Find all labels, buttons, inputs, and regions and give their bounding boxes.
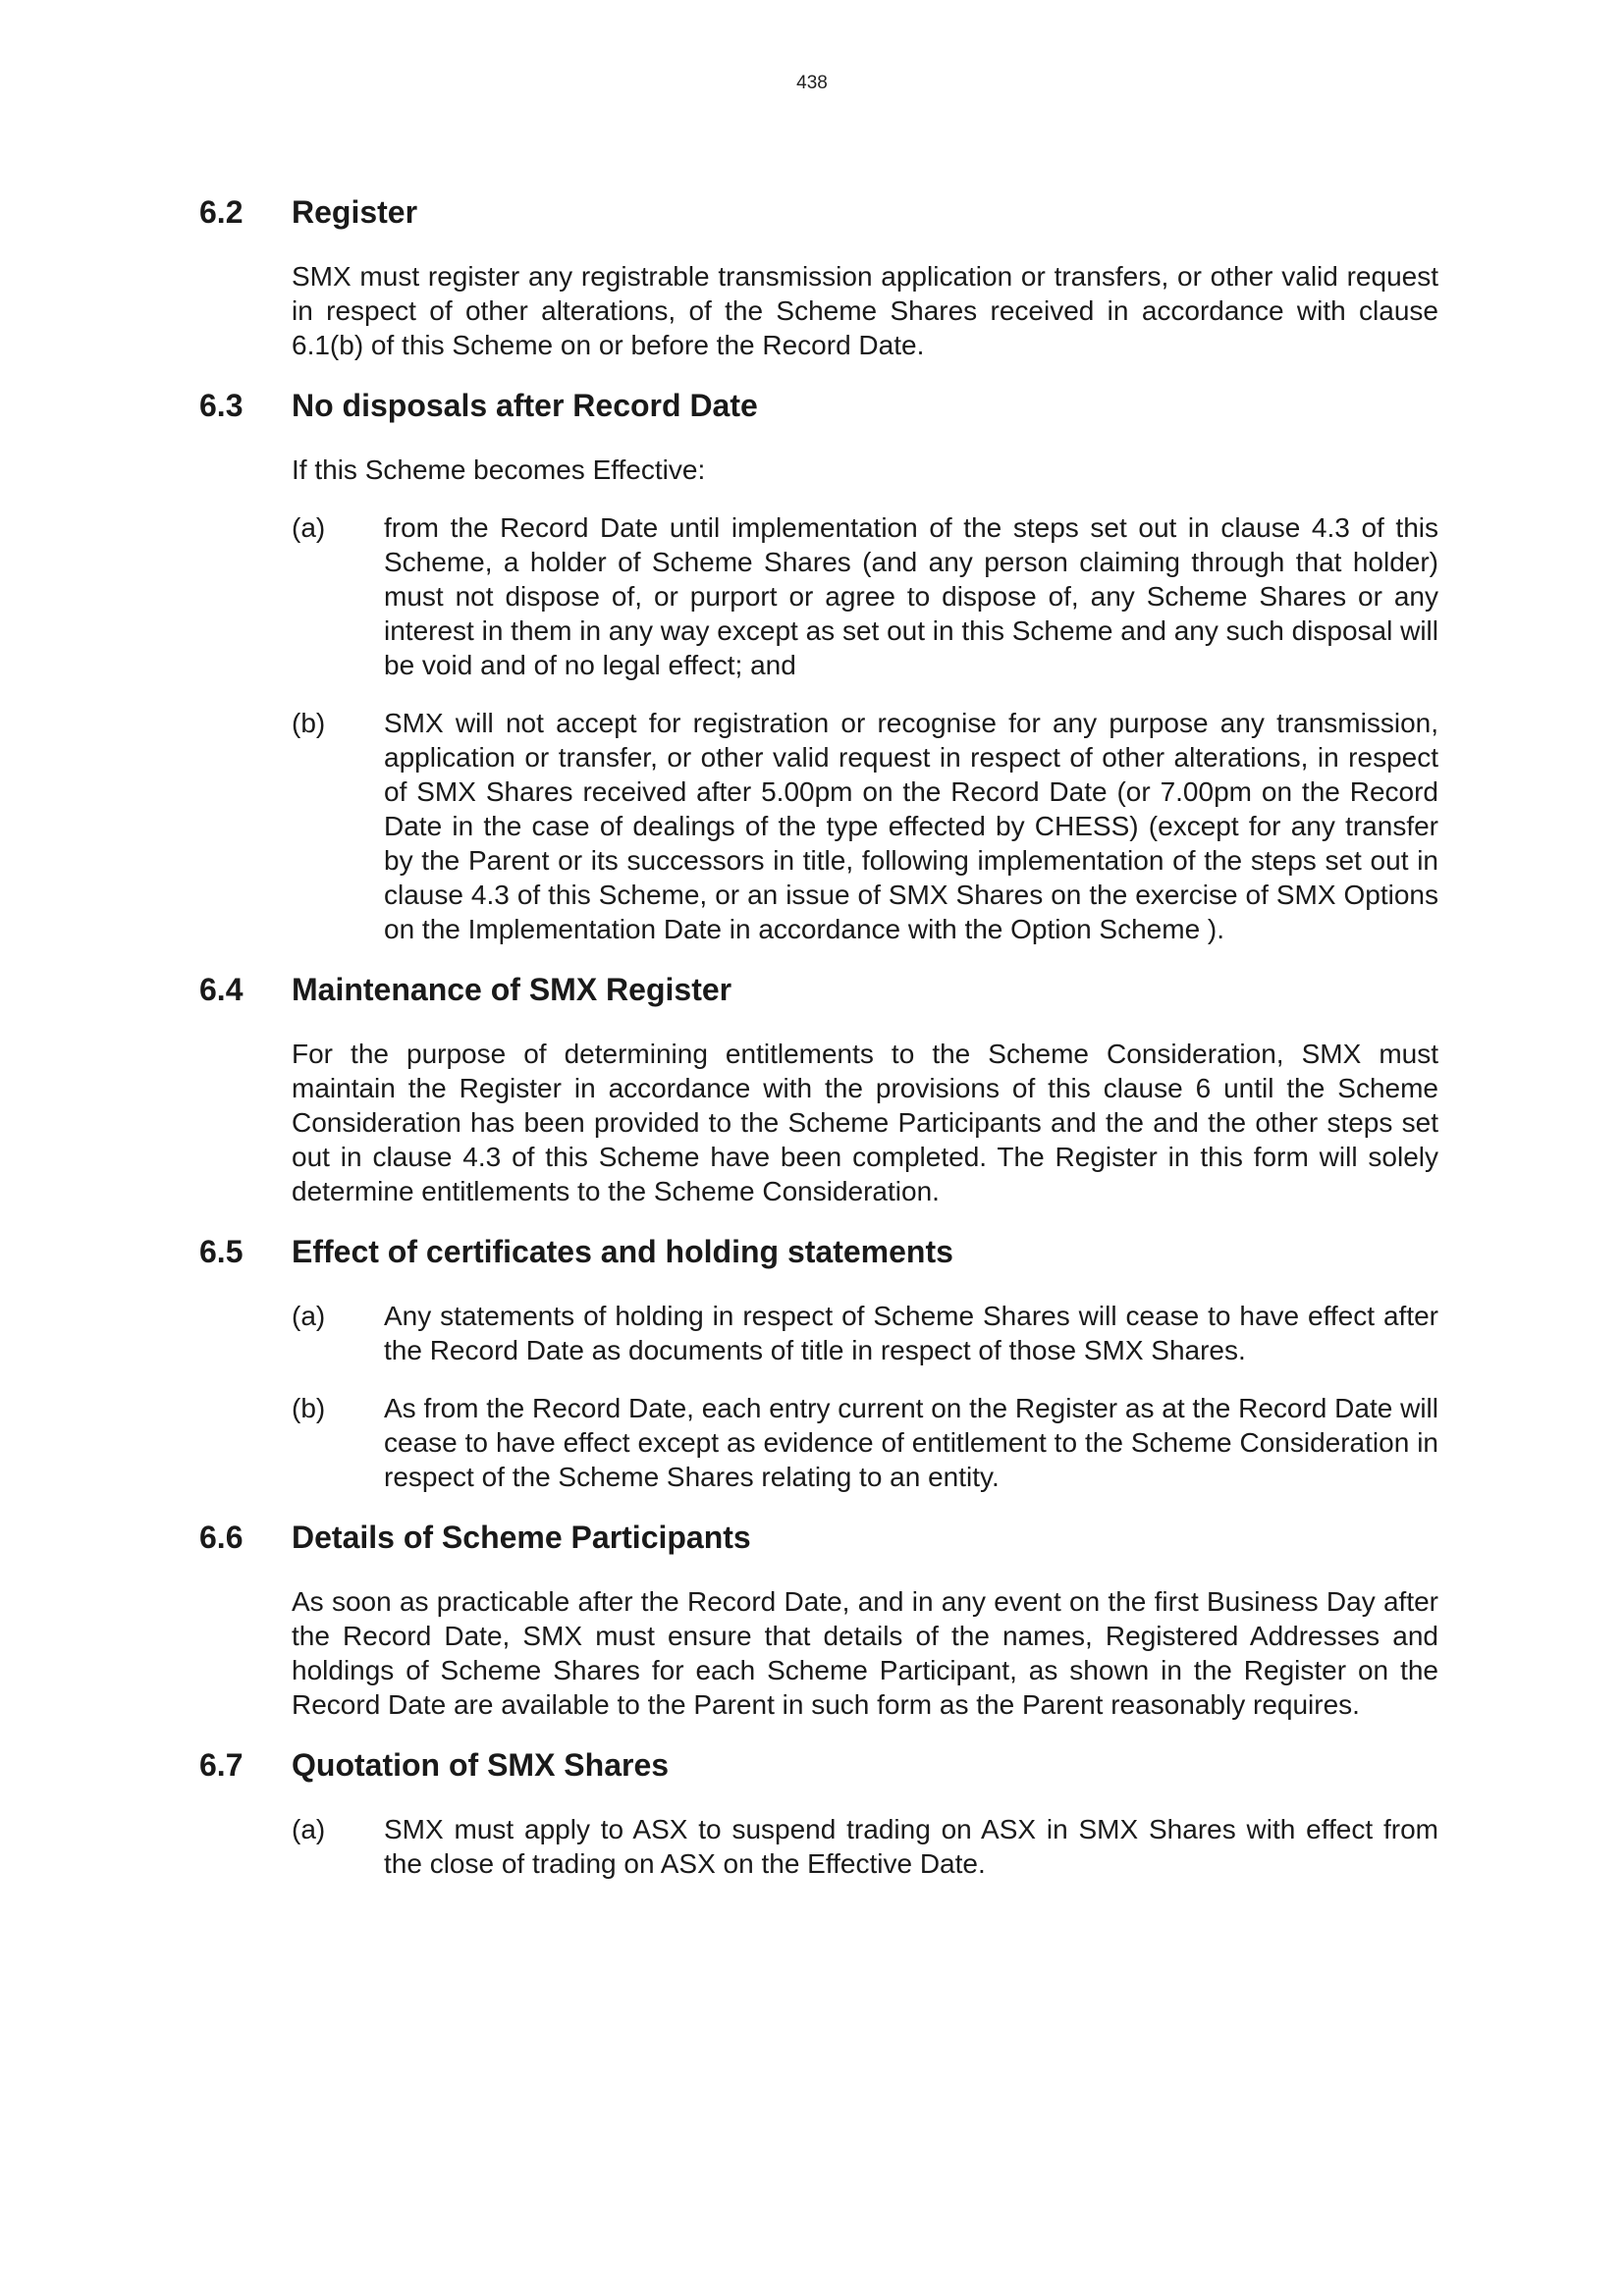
list-item <box>292 1812 1438 1881</box>
section-heading <box>199 1745 1438 1785</box>
document-body <box>199 192 1438 1881</box>
item-text: SMX must apply to ASX to suspend trading on ASX in SMX Shares with effect from the close of trading on ASX on the Effective Date. <box>384 1814 1438 1879</box>
section-paragraph: SMX must register any registrable transmission application or transfers, or other valid request in respect of other alterations, of the Scheme Shares received in accordance with clause 6.1(b) of this Scheme on or before the Record Date. <box>292 261 1438 360</box>
section-6-6 <box>199 1518 1438 1722</box>
section-6-2 <box>199 192 1438 362</box>
section-heading <box>199 1518 1438 1557</box>
item-text: Any statements of holding in respect of Scheme Shares will cease to have effect after the Record Date as documents of title in respect of those SMX Shares. <box>384 1301 1438 1365</box>
section-heading <box>199 386 1438 425</box>
section-number: 6.2 <box>199 194 244 230</box>
section-title: No disposals after Record Date <box>292 388 758 423</box>
section-paragraph: As soon as practicable after the Record Date, and in any event on the first Business Day after the Record Date, SMX must ensure that details of the names, Registered Addresses and holdings of Scheme Shares for each Scheme Participant, as shown in the Register on the Record Date are available to the Parent in such form as the Parent reasonably requires. <box>292 1586 1438 1720</box>
section-heading <box>199 1232 1438 1271</box>
section-heading <box>199 970 1438 1009</box>
section-heading <box>199 192 1438 232</box>
item-text: from the Record Date until implementation of the steps set out in clause 4.3 of this Scheme, a holder of Scheme Shares (and any person claiming through that holder) must not dispose of, or purport or agree to dispose of, any Scheme Shares or any interest in them in any way except as set out in this Scheme and any such disposal will be void and of no legal effect; and <box>384 512 1438 680</box>
section-paragraph: For the purpose of determining entitlements to the Scheme Consideration, SMX must maintain the Register in accordance with the provisions of this clause 6 until the Scheme Consideration has been provided to the Scheme Participants and the and the other steps set out in clause 4.3 of this Scheme have been completed. The Register in this form will solely determine entitlements to the Scheme Consideration. <box>292 1039 1438 1206</box>
section-intro: If this Scheme becomes Effective: <box>292 454 706 485</box>
section-title: Quotation of SMX Shares <box>292 1747 670 1783</box>
item-text: SMX will not accept for registration or recognise for any purpose any transmission, application or transfer, or other valid request in respect of other alterations, in respect of SMX Shares received after 5.00pm on the Record Date (or 7.00pm on the Record Date in the case of dealings of the type effected by CHESS) (except for any transfer by the Parent or its successors in title, following implementation of the steps set out in clause 4.3 of this Scheme, or an issue of SMX Shares on the exercise of SMX Options on the Implementation Date in accordance with the Option Scheme ). <box>384 708 1438 944</box>
item-marker: (a) <box>292 512 326 543</box>
section-6-4 <box>199 970 1438 1208</box>
item-marker: (a) <box>292 1301 326 1331</box>
section-number: 6.3 <box>199 388 244 423</box>
section-title: Effect of certificates and holding statements <box>292 1234 953 1269</box>
section-title: Register <box>292 194 418 230</box>
section-6-3 <box>199 386 1438 946</box>
item-marker: (b) <box>292 1393 326 1423</box>
section-6-7 <box>199 1745 1438 1881</box>
list-item <box>292 510 1438 682</box>
item-marker: (a) <box>292 1814 326 1844</box>
section-number: 6.5 <box>199 1234 244 1269</box>
section-title: Maintenance of SMX Register <box>292 972 732 1007</box>
page-number: 438 <box>796 73 828 93</box>
item-text: As from the Record Date, each entry current on the Register as at the Record Date will cease to have effect except as evidence of entitlement to the Scheme Consideration in respect of the Scheme Shares relating to an entity. <box>384 1393 1438 1492</box>
list-item <box>292 1391 1438 1494</box>
section-6-5 <box>199 1232 1438 1494</box>
section-number: 6.4 <box>199 972 244 1007</box>
section-title: Details of Scheme Participants <box>292 1520 751 1555</box>
list-item <box>292 706 1438 946</box>
item-marker: (b) <box>292 708 326 738</box>
section-number: 6.6 <box>199 1520 244 1555</box>
section-number: 6.7 <box>199 1747 244 1783</box>
list-item <box>292 1299 1438 1367</box>
